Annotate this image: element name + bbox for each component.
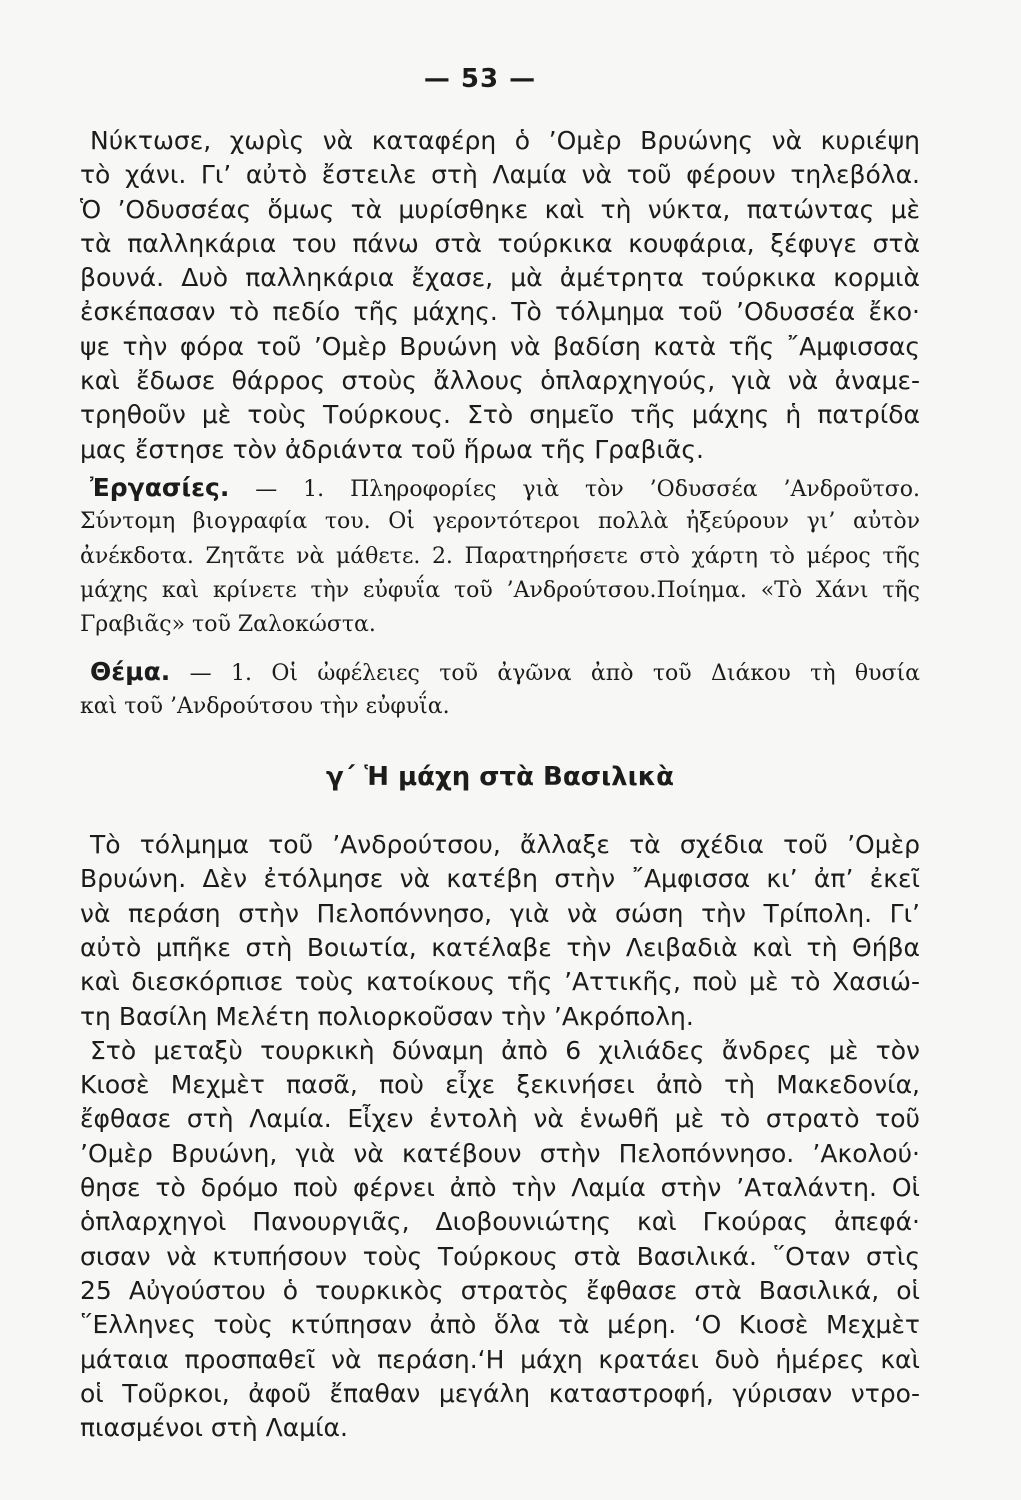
text-line: ἔφθασε στὴ Λαμία. Εἶχεν ἐντολὴ νὰ ἑνωθῆ μὲ τὸ στρατὸ τοῦ [80, 1104, 920, 1134]
text-line: ἐσκέπασαν τὸ πεδίο τῆς μάχης. Τὸ τόλμημα τοῦ ’Οδυσσέα ἔκο· [80, 297, 920, 327]
text-line: καὶ ἔδωσε θάρρος στοὺς ἄλλους ὁπλαρχηγούς, γιὰ νὰ ἀναμε- [80, 366, 920, 396]
page-number: — 53 — [423, 64, 537, 94]
exercises-line-1: — 1. Πληροφορίες γιὰ τὸν ’Οδυσσέα ’Ανδροῦτσο. [255, 476, 920, 502]
text-line: μας ἔστησε τὸν ἀδριάντα τοῦ ἥρωα τῆς Γραβιᾶς. [80, 434, 704, 464]
paragraph-2 [80, 828, 920, 1034]
section-heading: γ΄ Ἡ μάχη στὰ Βασιλικὰ [325, 762, 675, 793]
text-line: Ὁ ’Οδυσσέας ὅμως τὰ μυρίσθηκε καὶ τὴ νύκτα, πατώντας μὲ [80, 194, 920, 224]
text-line: Βρυώνη. Δὲν ἐτόλμησε νὰ κατέβη στὴν ῎Αμφισσα κι’ ἀπ’ ἐκεῖ [80, 864, 920, 894]
text-line: αὐτὸ μπῆκε στὴ Βοιωτία, κατέλαβε τὴν Λειβαδιὰ καὶ τὴ Θήβα [80, 932, 920, 962]
theme-label: Θέμα. [90, 657, 171, 687]
text-line: ῞Ελληνες τοὺς κτύπησαν ἀπὸ ὅλα τὰ μέρη. ‘Ο Κιοσὲ Μεχμὲτ [80, 1310, 920, 1340]
text-line: Στὸ μεταξὺ τουρκικὴ δύναμη ἀπὸ 6 χιλιάδες ἄνδρες μὲ τὸν [90, 1035, 920, 1065]
text-line: πιασμένοι στὴ Λαμία. [80, 1413, 348, 1443]
text-line: βουνά. Δυὸ παλληκάρια ἔχασε, μὰ ἀμέτρητα τούρκικα κορμιὰ [80, 263, 920, 293]
text-line: τὸ χάνι. Γι’ αὐτὸ ἔστειλε στὴ Λαμία νὰ τοῦ φέρουν τηλεβόλα. [80, 160, 920, 190]
text-line: ἀνέκδοτα. Ζητᾶτε νὰ μάθετε. 2. Παρατηρήσετε στὸ χάρτη τὸ μέρος τῆς [80, 543, 920, 569]
text-line: ψε τὴν φόρα τοῦ ’Ομὲρ Βρυώνη νὰ βαδίση κατὰ τῆς ῎Αμφισσας [80, 331, 920, 361]
text-line: Σύντομη βιογραφία του. Οἱ γεροντότεροι πολλὰ ἠξεύρουν γι’ αὐτὸν [80, 509, 920, 535]
text-line: νὰ περάση στὴν Πελοπόννησο, γιὰ νὰ σώση τὴν Τρίπολη. Γι’ [80, 898, 920, 928]
theme-first-line [80, 655, 920, 689]
text-line: καὶ διεσκόρπισε τοὺς κατοίκους τῆς ’Αττικῆς, ποὺ μὲ τὸ Χασιώ- [80, 967, 920, 997]
text-line: καὶ τοῦ ’Ανδρούτσου τὴν εὐφυΐα. [80, 693, 450, 719]
text-line: Γραβιᾶς» τοῦ Ζαλοκώστα. [80, 612, 376, 638]
text-line: μάχης καὶ κρίνετε τὴν εὐφυΐα τοῦ ’Ανδρούτσου.Ποίημα. «Τὸ Χάνι τῆς [80, 577, 920, 603]
text-line: θησε τὸ δρόμο ποὺ φέρνει ἀπὸ τὴν Λαμία στὴν ’Αταλάντη. Οἱ [80, 1173, 920, 1203]
text-line: 25 Αὐγούστου ὁ τουρκικὸς στρατὸς ἔφθασε στὰ Βασιλικά, οἱ [80, 1275, 920, 1305]
text-line: ’Ομὲρ Βρυώνη, γιὰ νὰ κατέβουν στὴν Πελοπόννησο. ’Ακολού· [80, 1138, 920, 1168]
exercises-first-line [80, 471, 920, 505]
text-line: τη Βασίλη Μελέτη πολιορκοῦσαν τὴν ’Ακρόπολη. [80, 1001, 694, 1031]
text-line: Κιοσὲ Μεχμὲτ πασᾶ, ποὺ εἶχε ξεκινήσει ἀπὸ τὴ Μακεδονία, [80, 1070, 920, 1100]
text-line: μάταια προσπαθεῖ νὰ περάση.‘Η μάχη κρατάει δυὸ ἡμέρες καὶ [80, 1344, 920, 1374]
text-line: οἱ Τοῦρκοι, ἀφοῦ ἔπαθαν μεγάλη καταστροφή, γύρισαν ντρο- [80, 1378, 920, 1408]
text-line: Τὸ τόλμημα τοῦ ’Ανδρούτσου, ἄλλαξε τὰ σχέδια τοῦ ’Ομὲρ [90, 830, 920, 860]
text-line: ὁπλαρχηγοὶ Πανουργιᾶς, Διοβουνιώτης καὶ Γκούρας ἀπεφά· [80, 1207, 920, 1237]
paragraph-3 [80, 1034, 920, 1446]
theme-line-1: — 1. Οἱ ὠφέλειες τοῦ ἀγῶνα ἀπὸ τοῦ Διάκου τὴ θυσία [189, 661, 920, 687]
exercises-label: Ἐργασίες. [90, 472, 230, 502]
exercises-block [80, 471, 920, 642]
page-content [80, 124, 920, 1445]
theme-block [80, 655, 920, 724]
text-line: τρηθοῦν μὲ τοὺς Τούρκους. Στὸ σημεῖο τῆς μάχης ἡ πατρίδα [80, 400, 920, 430]
text-line: τὰ παλληκάρια του πάνω στὰ τούρκικα κουφάρια, ξέφυγε στὰ [80, 228, 920, 258]
text-line: σισαν νὰ κτυπήσουν τοὺς Τούρκους στὰ Βασιλικά. ῞Οταν στὶς [80, 1241, 920, 1271]
paragraph-1 [80, 124, 920, 467]
text-line: Νύκτωσε, χωρὶς νὰ καταφέρη ὁ ’Ομὲρ Βρυώνης νὰ κυριέψη [90, 126, 920, 155]
